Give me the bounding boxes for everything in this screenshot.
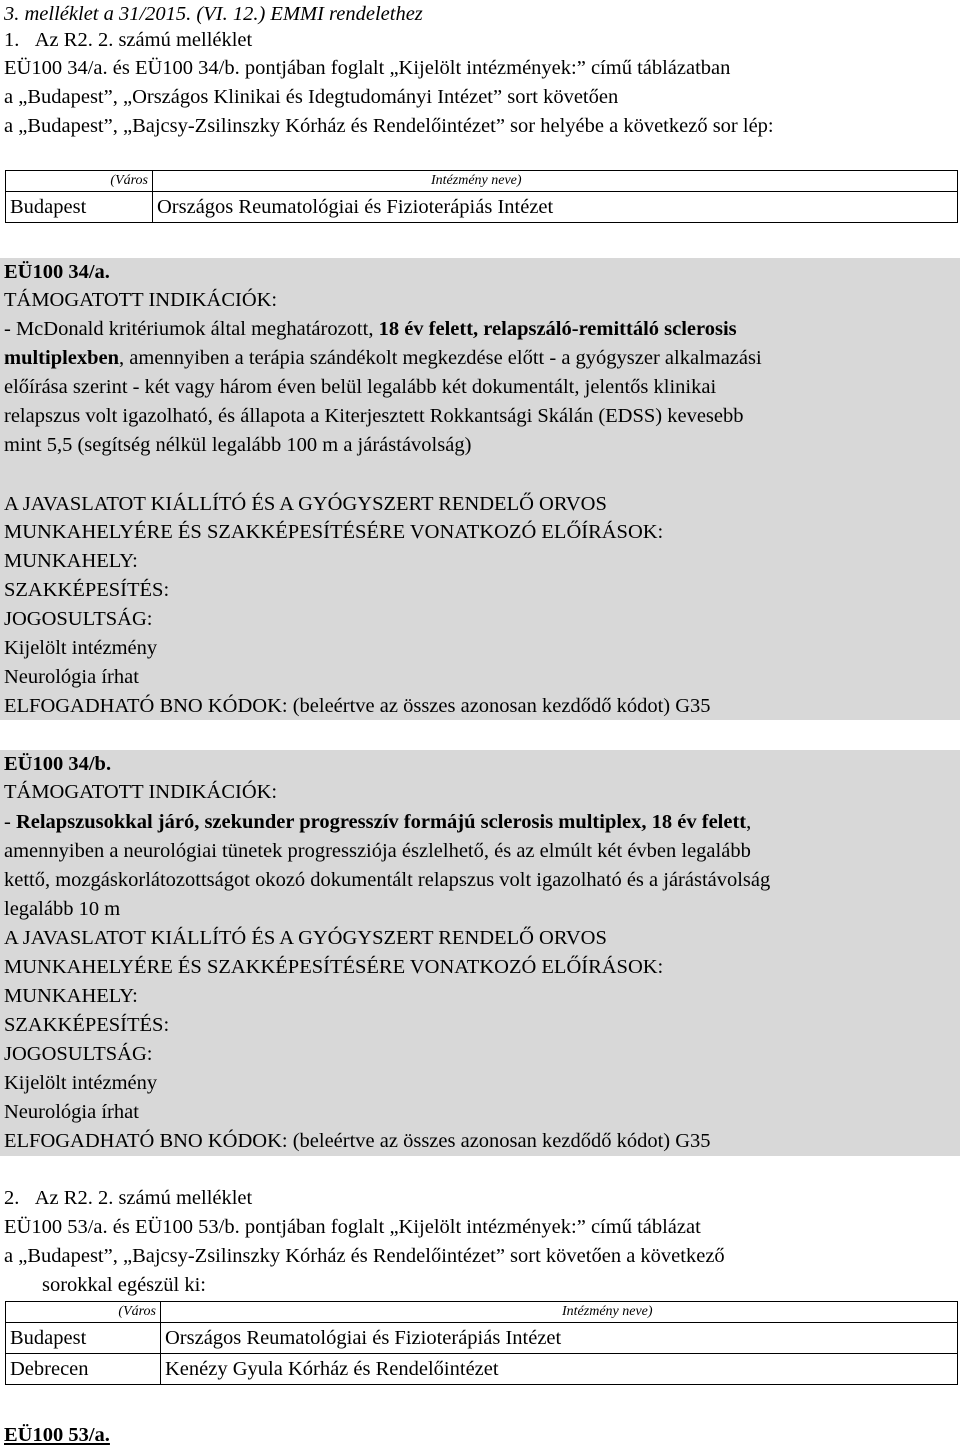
institution-cell: Kenézy Gyula Kórház és Rendelőintézet xyxy=(161,1354,958,1385)
intro-line-2: a „Budapest”, „Országos Klinikai és Idegtudományi Intézet” sort követően xyxy=(4,86,619,108)
table-row xyxy=(6,192,958,223)
col-institution-header-text: Intézmény neve) xyxy=(562,1304,653,1319)
section-a-requirements-1: A JAVASLATOT KIÁLLÍTÓ ÉS A GYÓGYSZERT RENDELŐ ORVOS xyxy=(4,493,607,515)
institutions-table-1 xyxy=(5,170,958,223)
section-b-workplace: MUNKAHELY: xyxy=(4,985,138,1007)
indication-emphasis: Relapszusokkal járó, szekunder progresszív formájú sclerosis multiplex, 18 év felett xyxy=(15,811,747,833)
col-institution-header-text: Intézmény neve) xyxy=(431,173,522,188)
indication-text: - McDonald kritériumok által meghatározott, xyxy=(4,318,379,340)
city-cell: Budapest xyxy=(6,1323,161,1354)
col-institution-header xyxy=(153,171,958,192)
section-a-requirements-2: MUNKAHELYÉRE ÉS SZAKKÉPESÍTÉSÉRE VONATKOZÓ ELŐÍRÁSOK: xyxy=(4,521,664,543)
section-a-workplace: MUNKAHELY: xyxy=(4,550,138,572)
section-b-qualification: SZAKKÉPESÍTÉS: xyxy=(4,1014,170,1036)
section-b-entitlement: JOGOSULTSÁG: xyxy=(4,1043,153,1065)
col-institution-header xyxy=(161,1302,958,1323)
section-b-neurology: Neurológia írhat xyxy=(4,1101,139,1123)
annex-reference: 3. melléklet a 31/2015. (VI. 12.) EMMI rendelethez xyxy=(4,3,423,25)
institution-cell: Országos Reumatológiai és Fizioterápiás Intézet xyxy=(161,1323,958,1354)
section-b-designated: Kijelölt intézmény xyxy=(4,1072,158,1094)
section-a-indication-line-1 xyxy=(4,315,737,343)
section-a-indications-label: TÁMOGATOTT INDIKÁCIÓK: xyxy=(4,289,278,311)
section-a-bno-codes: ELFOGADHATÓ BNO KÓDOK: (beleértve az összes azonosan kezdődő kódot) G35 xyxy=(4,695,711,717)
indication-text: - xyxy=(4,811,16,833)
indication-text: , xyxy=(746,811,752,833)
section-b-bno-codes: ELFOGADHATÓ BNO KÓDOK: (beleértve az összes azonosan kezdődő kódot) G35 xyxy=(4,1130,711,1152)
col-city-header: (Város xyxy=(6,1302,161,1323)
section-a-designated: Kijelölt intézmény xyxy=(4,637,158,659)
indication-emphasis: 18 év felett, relapszáló-remittáló sclerosis xyxy=(378,318,737,340)
section-a-indication-line-2 xyxy=(4,344,762,372)
section-a-neurology: Neurológia írhat xyxy=(4,666,139,688)
col-city-header: (Város xyxy=(6,171,153,192)
section-b-indication-line-2: amennyiben a neurológiai tünetek progressziója észlelhető, és az elmúlt két évben legalább xyxy=(4,840,751,862)
section-b-indication-line-4: legalább 10 m xyxy=(4,898,121,920)
section-a-indication-line-5: mint 5,5 (segítség nélkül legalább 100 m a járástávolság) xyxy=(4,434,472,456)
indication-emphasis: multiplexben xyxy=(4,347,120,369)
intro-line-3: a „Budapest”, „Bajcsy-Zsilinszky Kórház és Rendelőintézet” sor helyébe a következő sor lép: xyxy=(4,115,774,137)
table-header-row xyxy=(6,1302,958,1323)
section-b-requirements-2: MUNKAHELYÉRE ÉS SZAKKÉPESÍTÉSÉRE VONATKOZÓ ELŐÍRÁSOK: xyxy=(4,956,664,978)
section-a-indication-line-3: előírása szerint - két vagy három éven belül legalább két dokumentált, jelentős klinikai xyxy=(4,376,717,398)
city-cell: Debrecen xyxy=(6,1354,161,1385)
intro-line-1: EÜ100 34/a. és EÜ100 34/b. pontjában foglalt „Kijelölt intézmények:” című táblázatban xyxy=(4,57,731,79)
indication-text: , amennyiben a terápia szándékolt megkezdése előtt - a gyógyszer alkalmazási xyxy=(119,347,762,369)
section-b-indication-line-1 xyxy=(4,808,751,836)
table-row xyxy=(6,1354,958,1385)
part2-intro-line-2: a „Budapest”, „Bajcsy-Zsilinszky Kórház és Rendelőintézet” sort követően a következő xyxy=(4,1245,725,1267)
item-1-heading: 1. Az R2. 2. számú melléklet xyxy=(4,29,253,51)
table-row xyxy=(6,1323,958,1354)
table-header-row xyxy=(6,171,958,192)
section-b-requirements-1: A JAVASLATOT KIÁLLÍTÓ ÉS A GYÓGYSZERT RENDELŐ ORVOS xyxy=(4,927,607,949)
section-a-qualification: SZAKKÉPESÍTÉS: xyxy=(4,579,170,601)
institution-cell: Országos Reumatológiai és Fizioterápiás Intézet xyxy=(153,192,958,223)
section-b-code: EÜ100 34/b. xyxy=(4,753,112,775)
item-2-heading: 2. Az R2. 2. számú melléklet xyxy=(4,1187,253,1209)
institutions-table-2 xyxy=(5,1301,958,1385)
part2-intro-line-3: sorokkal egészül ki: xyxy=(42,1274,206,1296)
part2-intro-line-1: EÜ100 53/a. és EÜ100 53/b. pontjában foglalt „Kijelölt intézmények:” című táblázat xyxy=(4,1216,701,1238)
section-a-code: EÜ100 34/a. xyxy=(4,261,110,283)
section-b-indications-label: TÁMOGATOTT INDIKÁCIÓK: xyxy=(4,781,278,803)
section-a-indication-line-4: relapszus volt igazolható, és állapota a Kiterjesztett Rokkantsági Skálán (EDSS) kevesebb xyxy=(4,405,744,427)
section-a-entitlement: JOGOSULTSÁG: xyxy=(4,608,153,630)
section-53a-code: EÜ100 53/a. xyxy=(4,1424,110,1446)
section-b-indication-line-3: kettő, mozgáskorlátozottságot okozó dokumentált relapszus volt igazolható és a járástávolság xyxy=(4,869,771,891)
city-cell: Budapest xyxy=(6,192,153,223)
